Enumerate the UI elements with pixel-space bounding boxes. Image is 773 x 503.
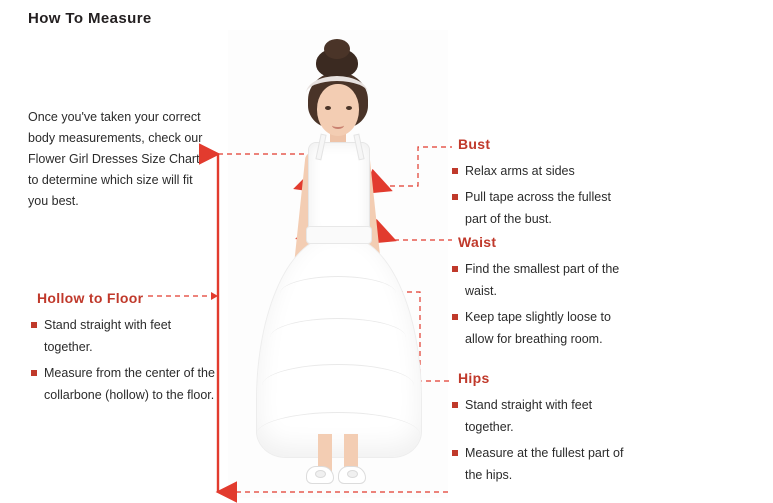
- section-heading-bust: Bust: [458, 136, 491, 152]
- list-item: Pull tape across the fullest part of the bust.: [452, 186, 632, 230]
- bullet-list-bust: [452, 160, 632, 234]
- list-item: Stand straight with feet together.: [452, 394, 628, 438]
- list-item: Stand straight with feet together.: [31, 314, 223, 358]
- skirt-ruffle: [256, 412, 420, 457]
- right-eye-icon: [346, 106, 352, 110]
- mouth-icon: [332, 122, 344, 129]
- skirt-ruffle: [280, 276, 396, 311]
- section-heading-hips: Hips: [458, 370, 490, 386]
- right-shoe-icon: [338, 466, 366, 484]
- bullet-list-hips: [452, 394, 628, 490]
- section-heading-waist: Waist: [458, 234, 497, 250]
- shoe-bow-icon: [315, 470, 326, 478]
- shoe-bow-icon: [347, 470, 358, 478]
- skirt-ruffle: [262, 364, 414, 407]
- page-title: How To Measure: [28, 10, 152, 27]
- section-heading-hollow-to-floor: Hollow to Floor: [37, 290, 144, 306]
- intro-paragraph: Once you've taken your correct body measurements, check our Flower Girl Dresses Size Chart to determine which size will fit you best.: [28, 110, 203, 208]
- hollow-leader-line: [148, 292, 218, 300]
- skirt-ruffle: [270, 318, 406, 357]
- left-eye-icon: [325, 106, 331, 110]
- bullet-list-waist: [452, 258, 628, 354]
- dress-sash: [306, 226, 372, 244]
- list-item: Relax arms at sides: [452, 160, 632, 182]
- model-photo: [228, 30, 448, 498]
- hair-bun-top-icon: [324, 39, 350, 59]
- bullet-list-hollow-to-floor: [31, 314, 223, 410]
- list-item: Find the smallest part of the waist.: [452, 258, 628, 302]
- list-item: Keep tape slightly loose to allow for breathing room.: [452, 306, 628, 350]
- list-item: Measure from the center of the collarbone (hollow) to the floor.: [31, 362, 223, 406]
- list-item: Measure at the fullest part of the hips.: [452, 442, 628, 486]
- left-shoe-icon: [306, 466, 334, 484]
